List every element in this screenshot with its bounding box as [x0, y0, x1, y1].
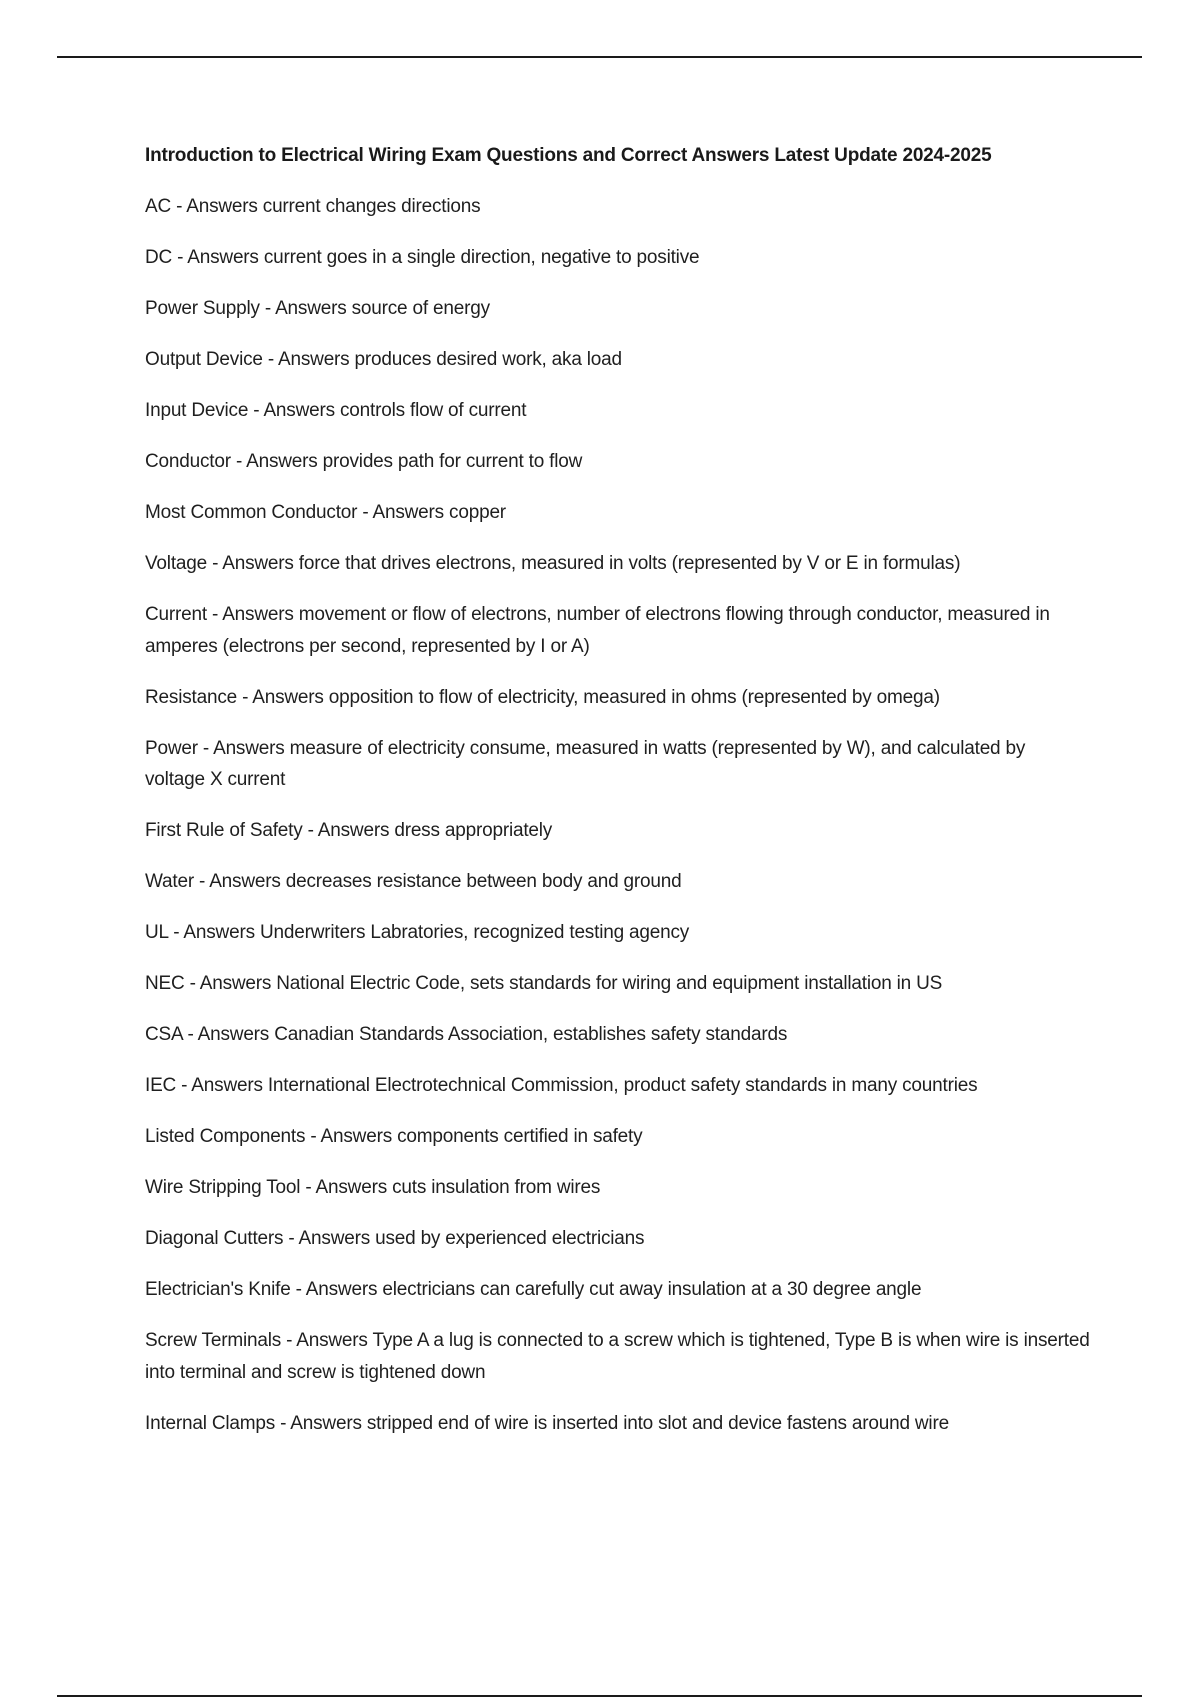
- qa-item: DC - Answers current goes in a single direction, negative to positive: [145, 247, 700, 268]
- qa-item: Listed Components - Answers components certified in safety: [145, 1126, 643, 1147]
- qa-item: NEC - Answers National Electric Code, sets standards for wiring and equipment installation in US: [145, 973, 943, 994]
- qa-item: Conductor - Answers provides path for current to flow: [145, 451, 583, 472]
- document-body: [145, 142, 1090, 1459]
- qa-item: Diagonal Cutters - Answers used by experienced electricians: [145, 1228, 645, 1249]
- document-title: Introduction to Electrical Wiring Exam Questions and Correct Answers Latest Update 2024-2025: [145, 145, 992, 166]
- qa-item: Water - Answers decreases resistance between body and ground: [145, 871, 682, 892]
- qa-item: Wire Stripping Tool - Answers cuts insulation from wires: [145, 1177, 601, 1198]
- top-divider: [57, 56, 1142, 58]
- qa-item: First Rule of Safety - Answers dress appropriately: [145, 820, 553, 841]
- qa-item: AC - Answers current changes directions: [145, 196, 481, 217]
- qa-item: Electrician's Knife - Answers electricians can carefully cut away insulation at a 30 degree angle: [145, 1279, 922, 1300]
- qa-item: Input Device - Answers controls flow of current: [145, 400, 527, 421]
- qa-list: [145, 191, 1090, 1439]
- qa-item: Voltage - Answers force that drives electrons, measured in volts (represented by V or E in formulas): [145, 553, 961, 574]
- qa-item: Output Device - Answers produces desired work, aka load: [145, 349, 622, 370]
- bottom-divider: [57, 1695, 1142, 1697]
- qa-item: Power Supply - Answers source of energy: [145, 298, 490, 319]
- qa-item: Internal Clamps - Answers stripped end of wire is inserted into slot and device fastens around wire: [145, 1412, 949, 1434]
- qa-item: Power - Answers measure of electricity consume, measured in watts (represented by W), and calculated by voltage X current: [145, 737, 1026, 790]
- qa-item: Resistance - Answers opposition to flow of electricity, measured in ohms (represented by omega): [145, 686, 940, 708]
- qa-item: IEC - Answers International Electrotechnical Commission, product safety standards in many countries: [145, 1075, 978, 1096]
- qa-item: Screw Terminals - Answers Type A a lug is connected to a screw which is tightened, Type B is when wire is inserted into terminal and screw is tightened down: [145, 1330, 1090, 1383]
- qa-item: UL - Answers Underwriters Labratories, recognized testing agency: [145, 922, 690, 943]
- qa-item: Most Common Conductor - Answers copper: [145, 502, 506, 523]
- qa-item: CSA - Answers Canadian Standards Association, establishes safety standards: [145, 1024, 788, 1045]
- qa-item: Current - Answers movement or flow of electrons, number of electrons flowing through conductor, measured in amperes (electrons per second, represented by I or A): [145, 604, 1050, 657]
